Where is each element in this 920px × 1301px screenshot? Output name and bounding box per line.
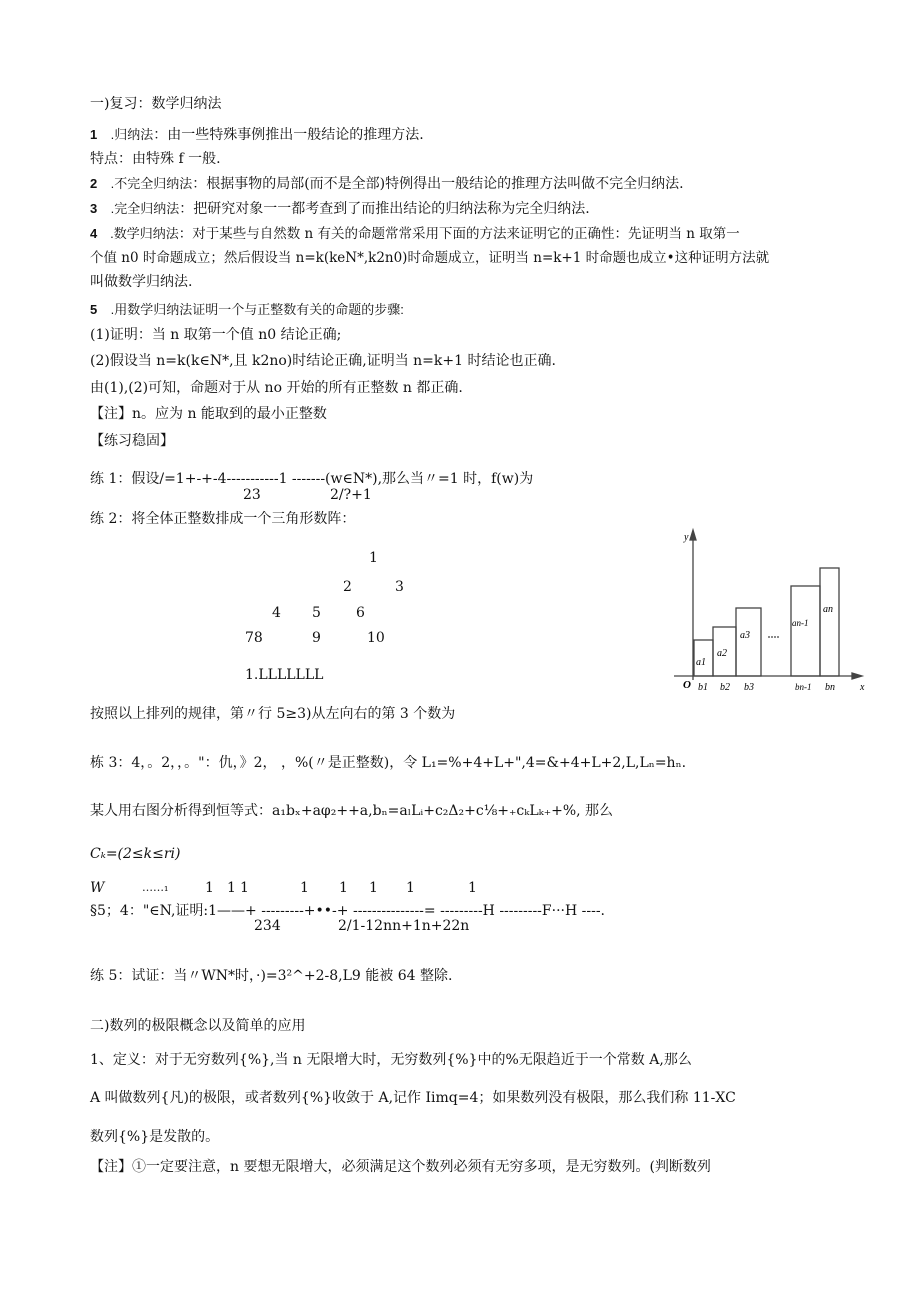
exercise-4-den1: 234 [254, 918, 281, 934]
numerator: 1 [240, 880, 249, 896]
triangle-cell: 4 [272, 605, 281, 621]
item-3: 3 .完全归纳法：把研究对象一一都考查到了而推出结论的归纳法称为完全归纳法. [90, 201, 590, 217]
exercise-1: 练 1：假设/=1+-+-4-----------1 -------(w∈N*),那么当〃=1 时，f(w)为 [90, 471, 534, 487]
height-label: an [823, 604, 833, 615]
triangle-cell: 1 [369, 550, 378, 566]
origin-label: O [683, 679, 691, 691]
x-arrow-icon [852, 673, 862, 679]
numerator: 1 [468, 880, 477, 896]
triangle-cell: 2 [343, 579, 352, 595]
staircase-figure [660, 520, 880, 700]
numerator: 1 [300, 880, 309, 896]
height-label: an-1 [792, 618, 809, 628]
width-label: b1 [698, 682, 708, 693]
width-label: b3 [744, 682, 754, 693]
triangle-cell: 10 [367, 630, 385, 646]
practice-heading: 【练习稳固】 [90, 433, 174, 449]
exercise-3-ck: Cₖ=(2≤k≤ri) [90, 846, 181, 862]
item-note: 特点：由特殊 f 一般. [90, 151, 221, 167]
exercise-3: 栋 3：4，。2，，。"：仇，》2， ，%(〃是正整数)，令 L₁=%+4+L+",4=&+4+L+2,L,Lₙ=hₙ. [90, 755, 687, 771]
triangle-cell: 5 [312, 605, 321, 621]
item-4-cont2: 叫做数学归纳法. [90, 274, 193, 290]
width-label: b2 [720, 682, 730, 693]
item-4-cont: 个值 n0 时命题成立；然后假设当 n=k(keN*,k2n0)时命题成立，证明当 n=k+1 时命题也成立•这种证明方法就 [90, 250, 770, 266]
triangle-cell: 6 [356, 605, 365, 621]
item-1: 1 .归纳法：由一些特殊事例推出一般结论的推理方法. [90, 127, 424, 143]
numerator: 1 [369, 880, 378, 896]
y-arrow-icon [690, 530, 696, 540]
section1-title: 一)复习：数学归纳法 [90, 96, 222, 112]
height-label: a1 [696, 657, 706, 668]
bar-3 [736, 608, 761, 676]
x-label: x [860, 682, 865, 693]
definition-line: 1、定义：对于无穷数列{%},当 n 无限增大时，无穷数列{%}中的%无限趋近于一个常数 A,那么 [90, 1052, 692, 1068]
exercise-3-identity: 某人用右图分析得到恒等式：a₁bₓ+aφ₂++a,bₙ=aₗLᵢ+c₂Δ₂+c⅛+₊cₖLₖ₊+%, 那么 [90, 803, 614, 819]
triangle-cell: 3 [395, 579, 404, 595]
exercise-2: 练 2：将全体正整数排成一个三角形数阵： [90, 511, 356, 527]
exercise-1-den2: 2/?+1 [330, 487, 372, 503]
item-4: 4 .数学归纳法：对于某些与自然数 n 有关的命题常常采用下面的方法来证明它的正确性：先证明当 n 取第一 [90, 226, 740, 242]
numerator: 1 [339, 880, 348, 896]
bar-n [820, 568, 839, 676]
triangle-cell: 78 [245, 630, 263, 646]
numerator: 1 [227, 880, 236, 896]
exercise-2-question: 按照以上排列的规律，第〃行 5≥3)从左向右的第 3 个数为 [90, 706, 456, 722]
section2-title: 二)数列的极限概念以及简单的应用 [90, 1018, 306, 1034]
step-1: (1)证明：当 n 取第一个值 n0 结论正确; [90, 327, 342, 343]
step-2: (2)假设当 n=k(k∈N*,且 k2no)时结论正确,证明当 n=k+1 时结论也正确. [90, 353, 556, 369]
exercise-4-den2: 2/1-12nn+1n+22n [338, 918, 470, 934]
exercise-4-w: W [90, 880, 105, 896]
exercise-1-den1: 23 [243, 487, 261, 503]
height-label: a2 [717, 648, 727, 659]
definition-line: A 叫做数列{凡)的极限，或者数列{%}收敛于 A,记作 Iimq=4；如果数列没有极限，那么我们称 11-XC [90, 1090, 736, 1106]
numerator: 1 [205, 880, 214, 896]
y-label: y [684, 532, 689, 543]
width-label: bn [825, 682, 835, 693]
exercise-4-dots: ……₁ [142, 881, 169, 894]
item-2: 2 .不完全归纳法：根据事物的局部(而不是全部)特例得出一般结论的推理方法叫做不完全归纳法. [90, 176, 684, 192]
definition-line: 数列{%}是发散的。 [90, 1129, 220, 1145]
section2-note: 【注】①一定要注意，n 要想无限增大，必须满足这个数列必须有无穷多项，是无穷数列。(判断数列 [90, 1159, 711, 1175]
exercise-4: §5；4："∈N,证明:1——+ ---------+••-+ ---------------= ---------H ---------F···H ----. [90, 903, 605, 919]
width-label: bn-1 [795, 682, 812, 692]
height-label: a3 [740, 630, 750, 641]
triangle-cell: 1.LLLLLLL [245, 667, 324, 683]
exercise-5: 练 5：试证：当〃WN*时，·)=3²^+2-8,L9 能被 64 整除. [90, 968, 453, 984]
note: 【注】n。应为 n 能取到的最小正整数 [90, 406, 327, 422]
step-conclusion: 由(1),(2)可知，命题对于从 no 开始的所有正整数 n 都正确. [90, 380, 463, 396]
item-5: 5 .用数学归纳法证明一个与正整数有关的命题的步骤: [90, 302, 404, 317]
bar-n-1 [791, 586, 820, 676]
triangle-cell: 9 [312, 630, 321, 646]
numerator: 1 [406, 880, 415, 896]
